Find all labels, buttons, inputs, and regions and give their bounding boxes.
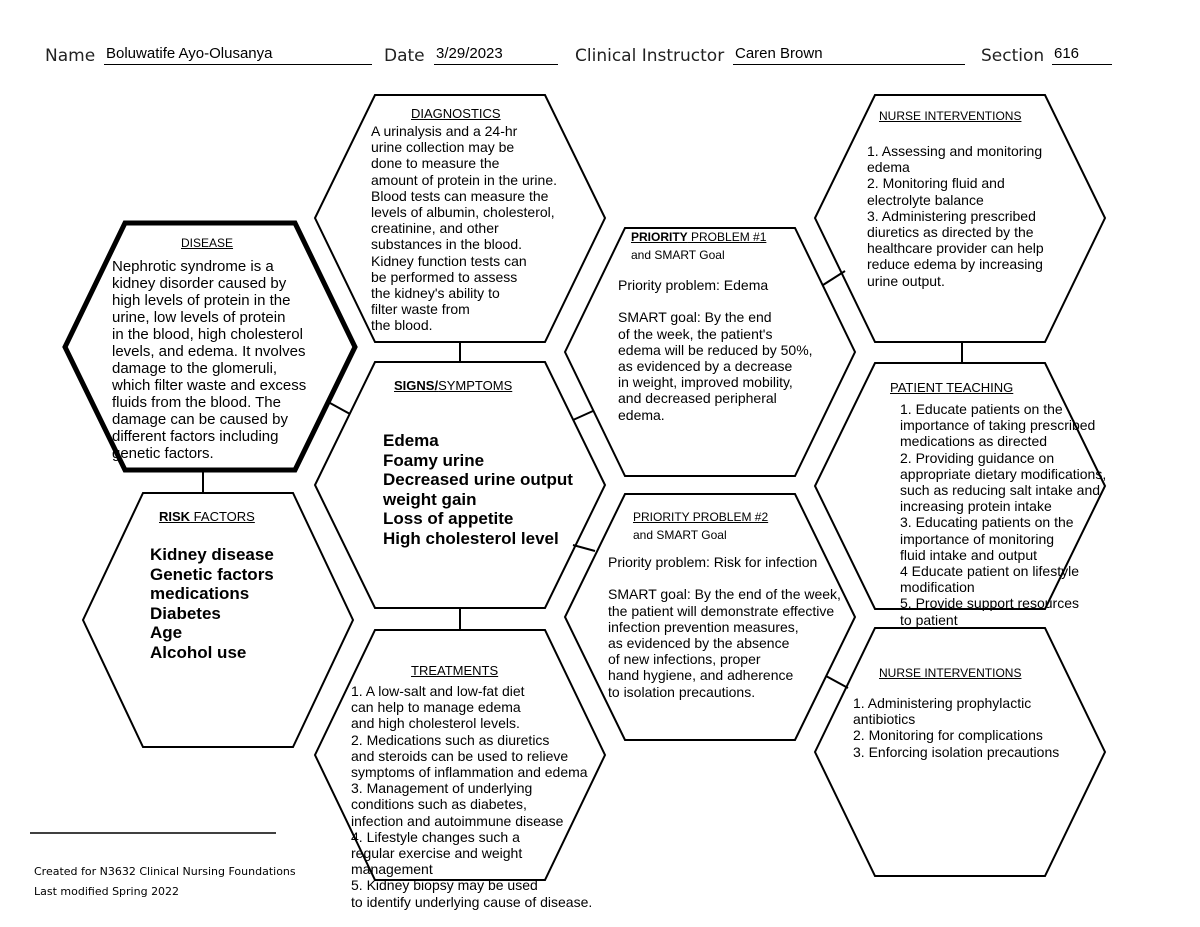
priority1-title-rest: PROBLEM #1 (687, 230, 767, 244)
text-line: and decreased peripheral (618, 390, 777, 407)
text-line: urine output. (867, 272, 945, 289)
text-line: management (351, 861, 433, 878)
text-line: A urinalysis and a 24-hr (371, 123, 518, 139)
section-label: Section (981, 46, 1045, 66)
text-line: amount of protein in the urine. (371, 171, 558, 188)
nurse1-title: NURSE INTERVENTIONS (879, 109, 1022, 123)
text-line: Priority problem: Risk for infection (608, 554, 818, 570)
text-line: done to measure the (371, 155, 500, 172)
disease-title: DISEASE (181, 236, 234, 250)
text-line: electrolyte balance (867, 191, 984, 208)
text-line: edema. (618, 406, 665, 423)
text-line: 4. Lifestyle changes such a (351, 828, 520, 845)
text-line: genetic factors. (112, 445, 214, 462)
footer-modified: Last modified Spring 2022 (34, 885, 180, 898)
instructor-label: Clinical Instructor (575, 46, 725, 66)
signs-title-bold: SIGNS/ (394, 378, 439, 393)
text-line: the kidney's ability to (371, 285, 500, 302)
risk-title (159, 509, 255, 524)
signs-title (394, 378, 512, 393)
text-line: hand hygiene, and adherence (608, 667, 794, 684)
text-line: Kidney function tests can (371, 252, 527, 269)
text-line: Nephrotic syndrome is a (112, 258, 274, 275)
text-line (608, 570, 841, 586)
text-line: 3. Management of underlying (351, 780, 533, 797)
text-line (618, 293, 813, 309)
priority1-text (618, 277, 813, 423)
text-line: Edema (383, 431, 439, 450)
text-line: antibiotics (853, 711, 916, 728)
text-line: of new infections, proper (608, 651, 761, 668)
text-line: 3. Administering prescribed (867, 207, 1036, 224)
risk-title-bold: RISK (159, 509, 191, 524)
text-line: urine collection may be (371, 139, 515, 156)
text-line: 5. Provide support resources (900, 595, 1079, 612)
section-field[interactable]: 616 (1052, 44, 1112, 65)
priority2-text (608, 554, 841, 700)
text-line: the blood. (371, 317, 433, 334)
text-line: edema (867, 159, 910, 176)
text-line: diuretics as directed by the (867, 224, 1034, 241)
priority2-title: PRIORITY PROBLEM #2 (633, 510, 769, 524)
text-line: in the blood, high cholesterol (112, 326, 303, 343)
text-line: as evidenced by a decrease (618, 358, 793, 375)
risk-title-rest: FACTORS (190, 509, 255, 524)
text-line: increasing protein intake (900, 498, 1052, 515)
name-label: Name (45, 46, 96, 66)
instructor-field[interactable]: Caren Brown (733, 44, 965, 65)
text-line: different factors including (112, 428, 279, 445)
text-line: Decreased urine output (383, 470, 573, 489)
text-line: 1. A low-salt and low-fat diet (351, 683, 525, 699)
connector-disease-signs (330, 403, 350, 414)
connector-signs-p1 (573, 411, 593, 420)
text-line: high levels of protein in the (112, 292, 291, 309)
text-line: substances in the blood. (371, 236, 522, 253)
signs-list (383, 431, 573, 548)
priority1-subtitle: and SMART Goal (631, 248, 725, 262)
text-line: Blood tests can measure the (371, 187, 549, 204)
disease-text (112, 258, 306, 462)
text-line: levels of albumin, cholesterol, (371, 204, 555, 221)
text-line: Diabetes (150, 603, 221, 623)
text-line: fluids from the blood. The (112, 394, 281, 411)
diagnostics-title: DIAGNOSTICS (411, 106, 501, 121)
nurse1-text (867, 143, 1044, 289)
text-line: to patient (900, 611, 958, 628)
text-line: Alcohol use (150, 642, 247, 662)
text-line: creatinine, and other (371, 220, 499, 237)
text-line: and high cholesterol levels. (351, 715, 520, 732)
text-line: be performed to assess (371, 268, 518, 285)
text-line: Loss of appetite (383, 509, 514, 528)
nurse2-title: NURSE INTERVENTIONS (879, 666, 1022, 680)
text-line: the patient will demonstrate effective (608, 602, 835, 619)
text-line: can help to manage edema (351, 699, 521, 716)
text-line: weight gain (383, 489, 477, 509)
text-line: kidney disorder caused by (112, 275, 287, 292)
text-line: regular exercise and weight (351, 845, 523, 862)
text-line: damage can be caused by (112, 411, 288, 428)
text-line: medications (150, 584, 250, 603)
text-line: Kidney disease (150, 545, 274, 564)
text-line: fluid intake and output (900, 546, 1037, 563)
text-line: High cholesterol level (383, 528, 559, 548)
treatments-text (351, 683, 592, 910)
footer-created: Created for N3632 Clinical Nursing Foundations (34, 865, 296, 878)
treatments-title: TREATMENTS (411, 663, 499, 678)
text-line: which filter waste and excess (112, 377, 307, 394)
text-line: 2. Monitoring for complications (853, 727, 1043, 744)
text-line: SMART goal: By the end of the week, (608, 586, 841, 603)
teaching-title: PATIENT TEACHING (890, 380, 1014, 395)
text-line: Priority problem: Edema (618, 277, 769, 293)
text-line: of the week, the patient's (618, 325, 773, 342)
diagnostics-text (371, 123, 557, 334)
text-line: Age (150, 623, 183, 642)
priority1-title (631, 230, 766, 244)
text-line: symptoms of inflammation and edema (351, 764, 588, 781)
text-line: to identify underlying cause of disease. (351, 893, 593, 910)
text-line: 2. Monitoring fluid and (867, 175, 1005, 192)
signs-title-rest: SYMPTOMS (438, 378, 513, 393)
risk-list (150, 545, 274, 662)
text-line: conditions such as diabetes, (351, 796, 527, 813)
text-line: 1. Administering prophylactic (853, 695, 1032, 711)
nurse2-text (853, 695, 1059, 760)
text-line: 3. Enforcing isolation precautions (853, 743, 1060, 760)
text-line: 5. Kidney biopsy may be used (351, 877, 538, 894)
text-line: infection and autoimmune disease (351, 812, 564, 829)
priority1-title-bold: PRIORITY (631, 230, 688, 244)
text-line: medications as directed (900, 433, 1048, 450)
text-line: to isolation precautions. (608, 683, 756, 700)
text-line: and steroids can be used to relieve (351, 747, 569, 764)
text-line: filter waste from (371, 301, 470, 318)
text-line: such as reducing salt intake and (900, 482, 1101, 499)
text-line: SMART goal: By the end (618, 309, 772, 326)
text-line: edema will be reduced by 50%, (618, 341, 813, 358)
text-line: modification (900, 579, 975, 596)
name-field[interactable]: Boluwatife Ayo-Olusanya (104, 44, 372, 65)
text-line: 1. Assessing and monitoring (867, 143, 1043, 159)
text-line: Genetic factors (150, 564, 274, 584)
text-line: importance of taking prescribed (900, 417, 1096, 434)
text-line: levels, and edema. It nvolves (112, 343, 306, 360)
text-line: Foamy urine (383, 450, 485, 470)
text-line: 4 Educate patient on lifestyle (900, 563, 1080, 580)
teaching-text (900, 401, 1106, 628)
text-line: 1. Educate patients on the (900, 401, 1063, 417)
text-line: damage to the glomeruli, (112, 360, 278, 377)
text-line: as evidenced by the absence (608, 635, 790, 652)
text-line: importance of monitoring (900, 530, 1055, 547)
text-line: in weight, improved mobility, (618, 374, 793, 391)
date-field[interactable]: 3/29/2023 (434, 44, 558, 65)
text-line: infection prevention measures, (608, 618, 799, 635)
text-line: reduce edema by increasing (867, 256, 1043, 273)
date-label: Date (384, 46, 425, 66)
text-line: 3. Educating patients on the (900, 514, 1074, 531)
text-line: urine, low levels of protein (112, 309, 286, 326)
priority2-subtitle: and SMART Goal (633, 528, 727, 542)
text-line: appropriate dietary modifications, (900, 465, 1107, 482)
text-line: 2. Medications such as diuretics (351, 731, 550, 748)
text-line: 2. Providing guidance on (900, 449, 1055, 466)
text-line: healthcare provider can help (867, 240, 1044, 257)
